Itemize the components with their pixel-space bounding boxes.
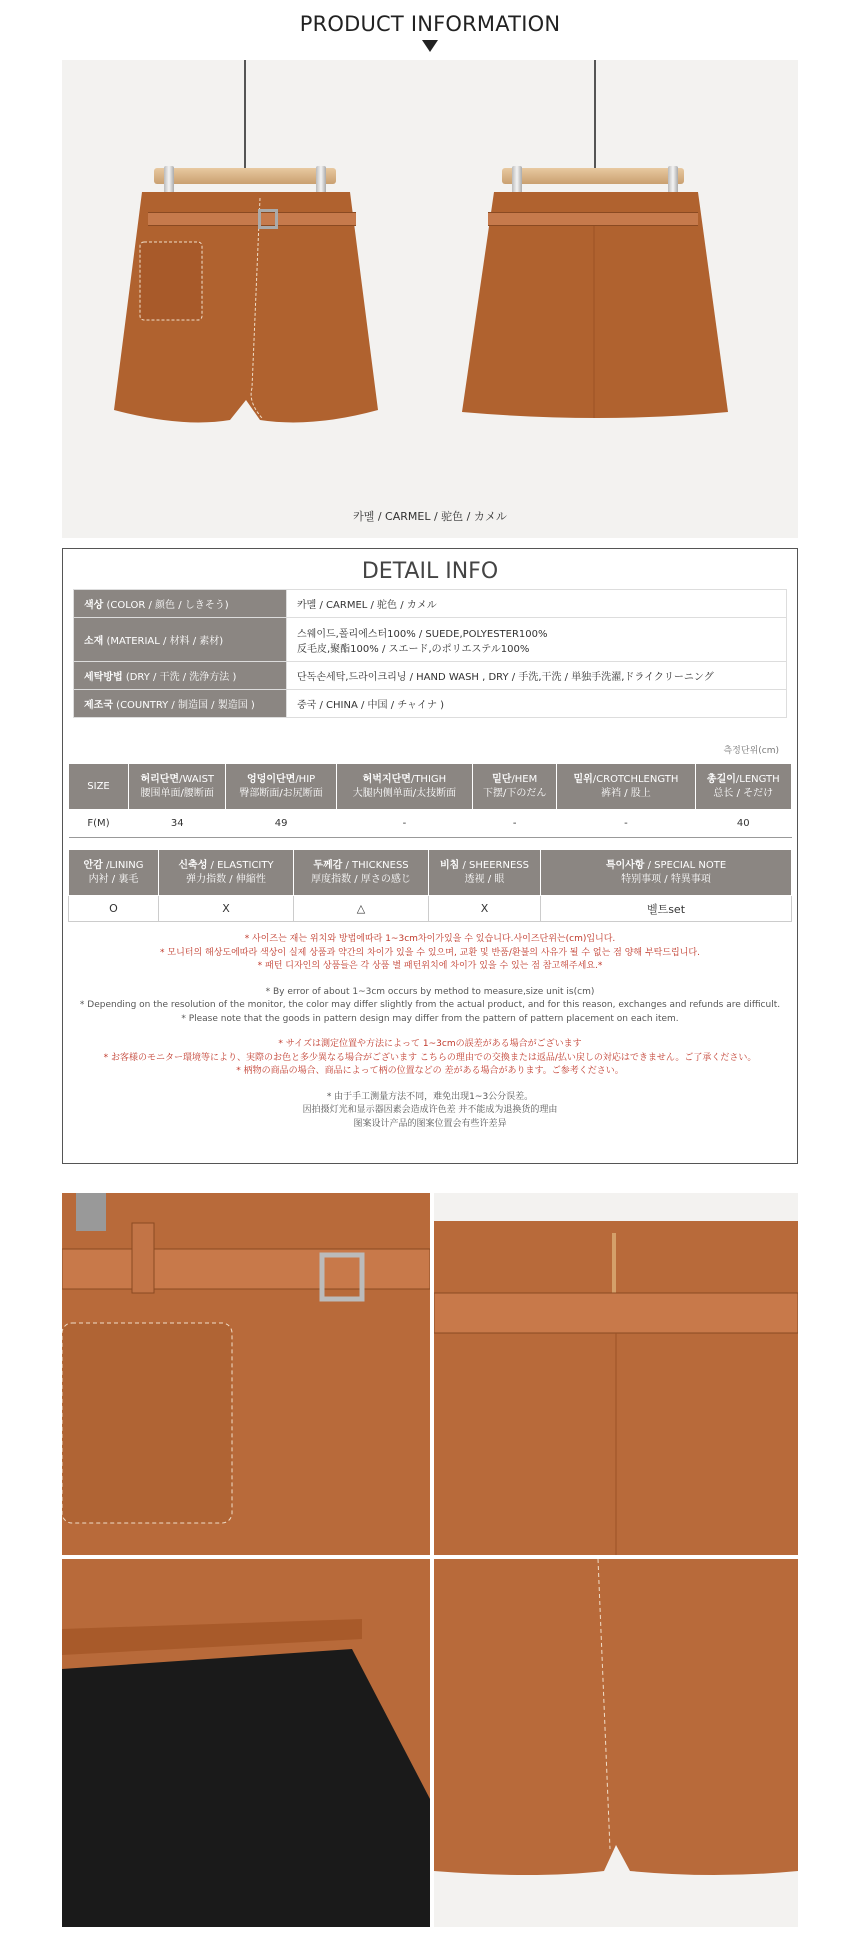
belt: [488, 212, 698, 226]
size-row: [69, 810, 792, 838]
size-header: SIZE: [69, 764, 129, 810]
size-cell: 40: [695, 810, 791, 838]
notes: [63, 933, 797, 1143]
hanger-wire: [244, 60, 246, 172]
buckle: [258, 209, 278, 229]
hanger: [154, 168, 336, 184]
detail-title: DETAIL INFO: [361, 559, 499, 584]
size-col-header: 밑단/HEM 下摆/下のだん: [473, 764, 557, 810]
belt: [148, 212, 356, 226]
attr-header: 두께감 / THICKNESS 厚度指数 / 厚さの感じ: [294, 850, 429, 896]
spec-value: 스웨이드,폴리에스터100% / SUEDE,POLYESTER100% 反毛皮,聚酯100% / スエード,のポリエステル100%: [287, 618, 787, 662]
size-cell: F(M): [69, 810, 129, 838]
detail-photo-belt: [62, 1193, 430, 1555]
spec-label: 세탁방법 (DRY / 干洗 / 洗浄方法 ): [74, 662, 287, 690]
hanger: [502, 168, 684, 184]
spec-value: 카멜 / CARMEL / 驼色 / カメル: [287, 590, 787, 618]
size-col-header: 엉덩이단면/HIP 臀部断面/お尻断面: [226, 764, 336, 810]
page-title: PRODUCT INFORMATION: [299, 12, 561, 36]
spec-row: [74, 662, 787, 690]
size-col-header: 총길이/LENGTH 总长 / そだけ: [695, 764, 791, 810]
size-cell: -: [473, 810, 557, 838]
hanger-wire: [594, 60, 596, 172]
size-cell: -: [336, 810, 472, 838]
spec-row: [74, 590, 787, 618]
attr-header: 특이사항 / SPECIAL NOTE 特别事项 / 特異事項: [541, 850, 792, 896]
photo-caption: 카멜 / CARMEL / 驼色 / カメル: [353, 510, 507, 523]
spec-value: 단독손세탁,드라이크리닝 / HAND WASH , DRY / 手洗,干洗 / 単独手洗濯,ドライクリーニング: [287, 662, 787, 690]
spec-value: 중국 / CHINA / 中国 / チャイナ ): [287, 690, 787, 718]
attr-cell: △: [294, 896, 429, 922]
spec-label: 소재 (MATERIAL / 材料 / 素材): [74, 618, 287, 662]
size-col-header: 허벅지단면/THIGH 大腿内侧单面/太技断面: [336, 764, 472, 810]
attr-header: 비침 / SHEERNESS 透视 / 眼: [429, 850, 541, 896]
size-table: [68, 763, 792, 838]
detail-photo-hem: [434, 1559, 798, 1927]
down-arrow-icon: [422, 40, 438, 52]
detail-photo-zipper: [434, 1193, 798, 1555]
attr-cell: X: [159, 896, 294, 922]
unit-note: 측정단위(cm): [723, 746, 779, 756]
size-col-header: 밑위/CROTCHLENGTH 裤裆 / 股上: [557, 764, 695, 810]
attr-header: 안감 /LINING 内衬 / 裏毛: [69, 850, 159, 896]
spec-label: 색상 (COLOR / 颜色 / しきそう): [74, 590, 287, 618]
size-cell: 49: [226, 810, 336, 838]
size-cell: -: [557, 810, 695, 838]
size-col-header: 허리단면/WAIST 腰围单面/腰断面: [129, 764, 226, 810]
spec-row: [74, 618, 787, 662]
detail-photo-lining: [62, 1559, 430, 1927]
spec-label: 제조국 (COUNTRY / 制造国 / 製造国 ): [74, 690, 287, 718]
notes-japanese: * サイズは測定位置や方法によって 1~3cmの誤差がある場合がございます * お客様のモニター環境等により、実際のお色と多少異なる場合がございます こちらの理由での交換または返品/払い戻しの対応はできません。ご了承ください。 * 柄物の商品の場合、商品によって柄の位置などの 差がある場合があります。ご参考ください。: [103, 1039, 757, 1076]
notes-chinese: * 由于手工测量方法不同，难免出现1~3公分误差。 因拍摄灯光和显示器因素会造成许色差 并不能成为退换货的理由 图案设计产品的图案位置会有些许差异: [302, 1091, 558, 1129]
product-photo: [62, 60, 798, 538]
detail-info-box: [62, 548, 798, 1164]
notes-english: * By error of about 1~3cm occurs by method to measure,size unit is(cm) * Depending on the resolution of the monitor, the color may differ slightly from the actual product, and for this reason, exchanges and refunds are difficult. * Please note that the goods in pattern design may differ from the pattern of pattern placement on each item.: [79, 986, 781, 1024]
attr-cell: O: [69, 896, 159, 922]
notes-korean: * 사이즈는 재는 위치와 방법에따라 1~3cm차이가있을 수 있습니다.사이즈단위는(cm)입니다. * 모니터의 해상도에따라 색상이 실제 상품과 약간의 차이가 있을 수 있으며, 교환 및 반품/환불의 사유가 될 수 없는 점 양해 부탁드립니다. * 패턴 디자인의 상품들은 각 상품 별 패턴위치에 차이가 있을 수 있는 점 참고해주세요.*: [160, 934, 700, 971]
spec-table: [73, 589, 787, 718]
spec-row: [74, 690, 787, 718]
attribute-table: [68, 849, 792, 922]
attr-cell: 벨트set: [541, 896, 792, 922]
attr-cell: X: [429, 896, 541, 922]
attr-row: [69, 896, 792, 922]
size-cell: 34: [129, 810, 226, 838]
attr-header: 신축성 / ELASTICITY 弹力指数 / 伸縮性: [159, 850, 294, 896]
